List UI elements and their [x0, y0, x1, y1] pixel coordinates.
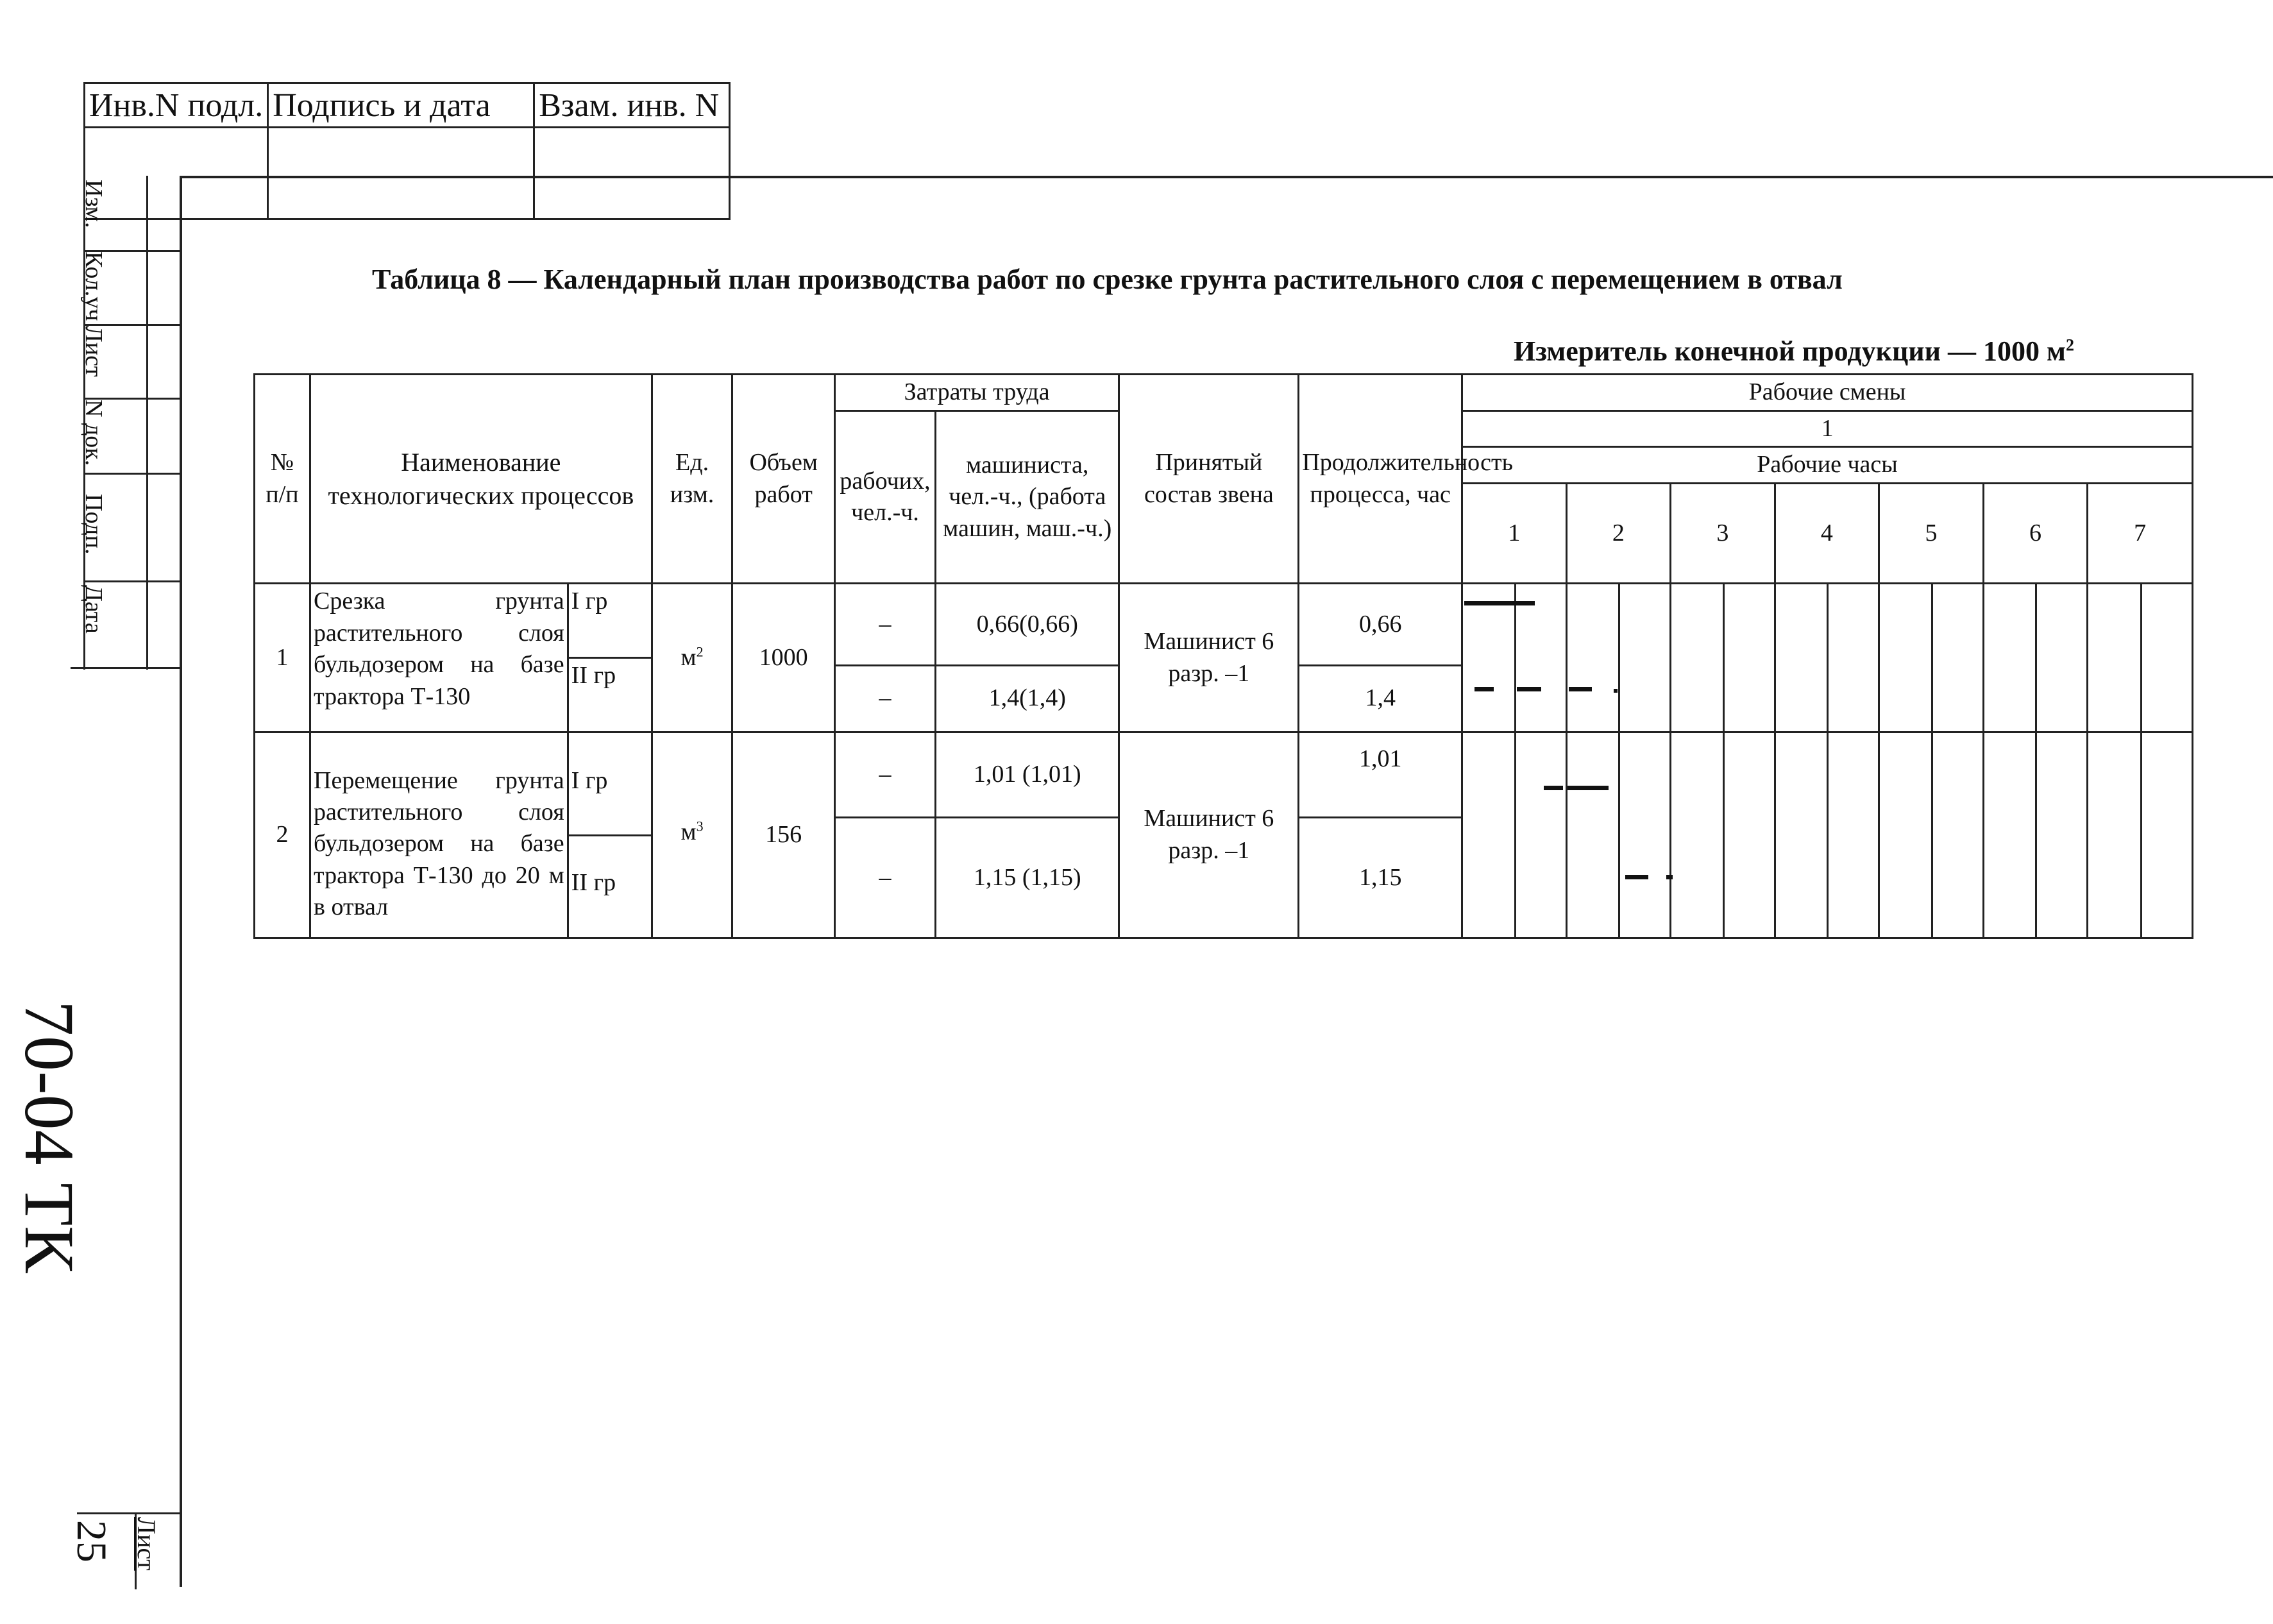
stamp-blank-3 — [534, 128, 730, 219]
hour-col-2: 2 — [1566, 483, 1671, 584]
strip-label-podp: Подп. — [80, 494, 107, 555]
header-crew: Принятый состав звена — [1119, 375, 1299, 584]
duration-cell: 0,66 — [1299, 584, 1462, 665]
process-name: Перемещение грунта растительного слоя бульдозером на базе трактора Т-130 до 20 м в отвал — [314, 766, 564, 921]
group-label: II гр — [571, 869, 616, 897]
gantt-bar — [1544, 786, 1563, 790]
schedule-table — [253, 373, 2193, 939]
gantt-hour-2 — [1566, 584, 1671, 732]
table-row-num: 2 — [255, 732, 310, 938]
header-shift-number: 1 — [1462, 410, 2193, 447]
table-title: Таблица 8 — Календарный план производства работ по срезке грунта растительного слоя с перемещением в отвал — [372, 264, 1843, 295]
header-unit: Ед. изм. — [652, 375, 732, 584]
table-row-num: 1 — [255, 584, 310, 732]
gantt-hour-3 — [1671, 732, 1775, 938]
process-name: Срезка грунта растительного слоя бульдозером на базе трактора Т-130 — [314, 588, 564, 710]
duration-cell: 1,01 — [1299, 732, 1462, 817]
header-duration: Продолжительность процесса, час — [1299, 375, 1462, 584]
process-name-cell — [310, 584, 652, 732]
gantt-bar — [1625, 875, 1648, 879]
workers-cell: – — [834, 818, 935, 938]
stamp-podpis-data: Подпись и дата — [268, 83, 534, 128]
machinist-cell: 1,01 (1,01) — [936, 732, 1119, 817]
header-work-shifts: Рабочие смены — [1462, 375, 2193, 411]
header-process-name: Наименование технологических процессов — [310, 375, 652, 584]
strip-label-data: Дата — [80, 585, 107, 634]
gantt-bar — [1614, 689, 1618, 693]
measurement-unit: Измеритель конечной продукции — 1000 $м^2$ — [1514, 335, 2074, 367]
gantt-hour-1 — [1462, 584, 1567, 732]
strip-label-list: Лист — [80, 326, 107, 377]
strip-label-koluch: Кол.уч — [80, 251, 107, 321]
frame-top-line — [180, 176, 2273, 178]
gantt-hour-7 — [2088, 732, 2193, 938]
stamp-blank-2 — [268, 128, 534, 219]
gantt-bar — [1666, 875, 1673, 879]
page-box-line — [77, 1512, 180, 1514]
workers-cell: – — [834, 584, 935, 665]
hour-col-4: 4 — [1775, 483, 1879, 584]
gantt-bar — [1569, 687, 1592, 691]
unit-cell: $м^3$ — [652, 732, 732, 938]
hour-col-5: 5 — [1879, 483, 1984, 584]
hour-col-3: 3 — [1671, 483, 1775, 584]
duration-cell: 1,4 — [1299, 665, 1462, 732]
header-machinist: машиниста, чел.-ч., (работа машин, маш.-ч.) — [936, 410, 1119, 584]
document-code: 70-04 ТК — [10, 1001, 89, 1273]
header-volume: Объем работ — [732, 375, 834, 584]
workers-cell: – — [834, 665, 935, 732]
strip-label-izm: Изм. — [80, 180, 107, 228]
machinist-cell: 1,4(1,4) — [936, 665, 1119, 732]
gantt-bar — [1464, 601, 1535, 605]
gantt-hour-7 — [2088, 584, 2193, 732]
machinist-cell: 0,66(0,66) — [936, 584, 1119, 665]
header-labor-costs: Затраты труда — [834, 375, 1119, 411]
group-label: II гр — [571, 662, 616, 689]
machinist-cell: 1,15 (1,15) — [936, 818, 1119, 938]
page-number: 25 — [68, 1520, 115, 1562]
stamp-blank-1 — [85, 128, 268, 219]
unit-cell: $м^2$ — [652, 584, 732, 732]
stamp-vzam-inv: Взам. инв. N — [534, 83, 730, 128]
workers-cell: – — [834, 732, 935, 817]
stamp-inv-podl: Инв.N подл. — [85, 83, 268, 128]
gantt-bar — [1567, 786, 1609, 790]
group-label: I гр — [569, 584, 651, 659]
gantt-hour-2 — [1566, 732, 1671, 938]
hour-col-7: 7 — [2088, 483, 2193, 584]
gantt-hour-3 — [1671, 584, 1775, 732]
gantt-hour-1 — [1462, 732, 1567, 938]
hour-col-6: 6 — [1983, 483, 2088, 584]
hour-col-1: 1 — [1462, 483, 1567, 584]
frame-left-line — [180, 176, 182, 1587]
header-work-hours: Рабочие часы — [1462, 447, 2193, 484]
gantt-bar — [1517, 687, 1541, 691]
gantt-hour-6 — [1983, 584, 2088, 732]
header-workers: рабочих, чел.-ч. — [834, 410, 935, 584]
process-name-cell — [310, 732, 652, 938]
page-label: Лист — [132, 1517, 161, 1571]
group-label: I гр — [569, 733, 651, 837]
crew-cell: Машинист 6 разр. –1 — [1119, 732, 1299, 938]
gantt-hour-6 — [1983, 732, 2088, 938]
gantt-hour-5 — [1879, 584, 1984, 732]
gantt-hour-4 — [1775, 732, 1879, 938]
gantt-hour-4 — [1775, 584, 1879, 732]
duration-cell: 1,15 — [1299, 818, 1462, 938]
volume-cell: 1000 — [732, 584, 834, 732]
gantt-bar — [1474, 687, 1494, 691]
volume-cell: 156 — [732, 732, 834, 938]
header-num: № п/п — [255, 375, 310, 584]
crew-cell: Машинист 6 разр. –1 — [1119, 584, 1299, 732]
strip-label-ndok: N док. — [80, 400, 107, 466]
gantt-hour-5 — [1879, 732, 1984, 938]
